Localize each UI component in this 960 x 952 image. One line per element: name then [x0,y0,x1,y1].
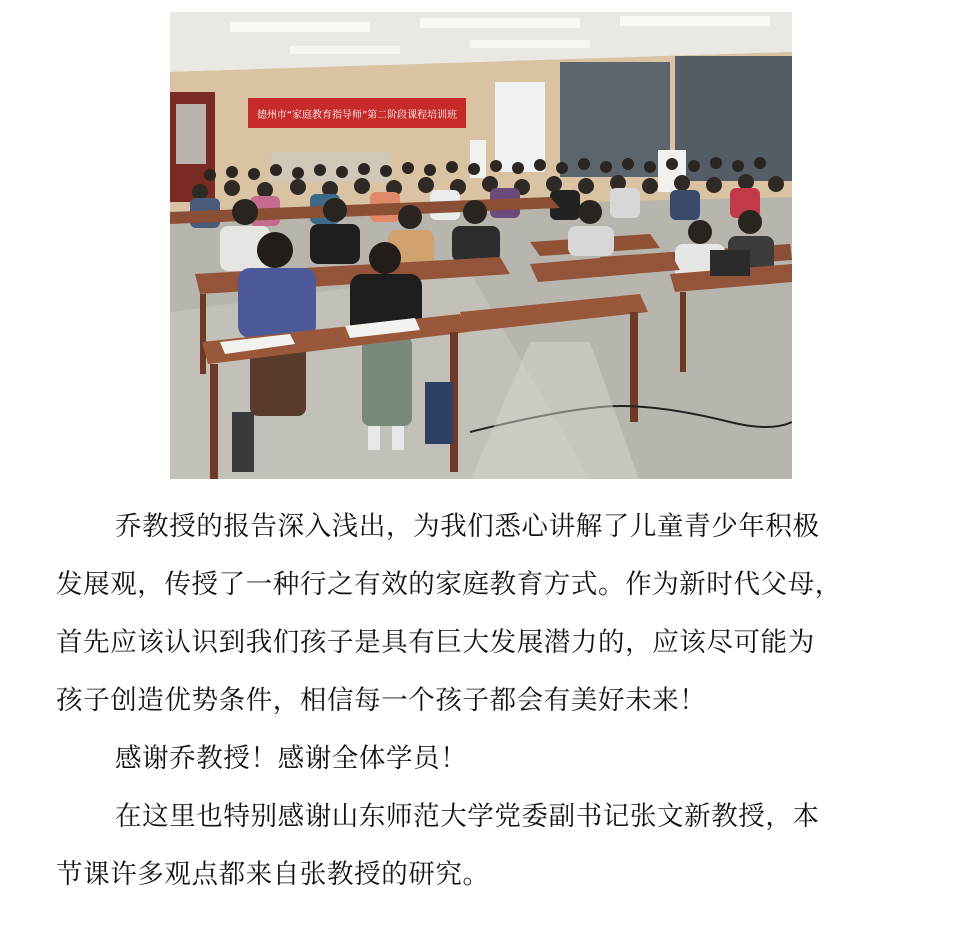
paragraph-report-summary [56,498,916,730]
paragraph-thanks [56,730,916,788]
article-text [56,498,916,904]
text-line: 在这里也特别感谢山东师范大学党委副书记张文新教授，本 [115,801,820,832]
classroom-photo [170,12,792,479]
text-line: 节课许多观点都来自张教授的研究。 [56,859,490,890]
banner-text: 德州市“家庭教育指导师”第二阶段课程培训班 [256,110,458,121]
text-line: 乔教授的报告深入浅出，为我们悉心讲解了儿童青少年积极 [115,511,820,542]
text-line: 感谢乔教授！感谢全体学员！ [115,743,468,774]
text-line: 首先应该认识到我们孩子是具有巨大发展潜力的，应该尽可能为 [56,627,815,658]
text-line: 发展观，传授了一种行之有效的家庭教育方式。作为新时代父母， [56,569,842,600]
classroom-photo-illustration [170,12,792,479]
text-line: 孩子创造优势条件，相信每一个孩子都会有美好未来！ [56,685,707,716]
paragraph-special-thanks [56,788,916,904]
